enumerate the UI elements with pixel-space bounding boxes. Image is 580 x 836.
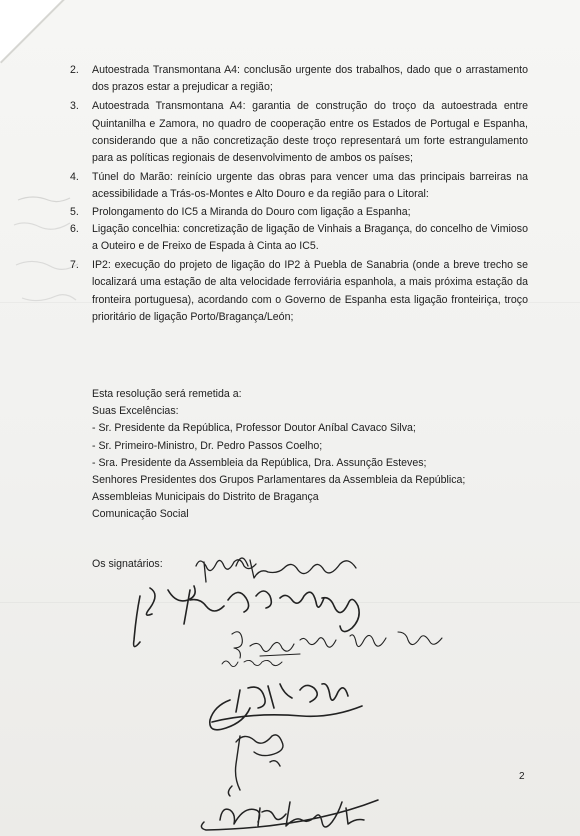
- list-item: 3. Autoestrada Transmontana A4: garantia de construção do troço da autoestrada entre Quintanilha e Zamora, no quadro de cooperação entre os Estados de Portugal e Espanha, considerando que a não concretização deste troço representará um forte estrangulamento para as políticas regionais de desenvolvimento de ambos os países;: [70, 100, 528, 165]
- page-number: 2: [519, 771, 525, 782]
- signature-5: [228, 735, 283, 796]
- list-item: 2. Autoestrada Transmontana A4: conclusão urgente dos trabalhos, dado que o arrastamento dos prazos estar a prejudicar a região;: [70, 64, 528, 94]
- signature-1: [196, 558, 356, 582]
- signature-3: [232, 632, 442, 658]
- resolution-line: - Sra. Presidente da Assembleia da República, Dra. Assunção Esteves;: [92, 456, 427, 469]
- list-item: 4. Túnel do Marão: reinício urgente das obras para vencer uma das principais barreiras na acessibilidade a Trás-os-Montes e Alto Douro e da região para o Litoral:: [70, 171, 528, 201]
- resolution-line: Esta resolução será remetida a:: [92, 388, 242, 400]
- resolution-line: Comunicação Social: [92, 508, 189, 521]
- signatories-label: Os signatários:: [92, 558, 163, 570]
- resolution-line: Assembleias Municipais do Distrito de Bragança: [92, 491, 319, 504]
- list-item: 7. IP2: execução do projeto de ligação do IP2 à Puebla de Sanabria (onde a breve trecho se localizará uma estação de alta velocidade ferroviária espanhola, a mais próxima estação da fronteira portuguesa), acordando com o Governo de Espanha esta ligação fronteiriça, troço prioritário de ligação Porto/Bragança/León;: [70, 259, 528, 323]
- signature-4: [210, 684, 362, 730]
- signature-note: [222, 660, 282, 666]
- resolution-line: - Sr. Presidente da República, Professor Doutor Aníbal Cavaco Silva;: [92, 422, 416, 435]
- signature-2: [134, 586, 360, 647]
- list-item: 6. Ligação concelhia: concretização de ligação de Vinhais a Bragança, do concelho de Vimioso a Outeiro e de Freixo de Espada à Cinta ao IC5.: [70, 222, 528, 253]
- resolution-line: - Sr. Primeiro-Ministro, Dr. Pedro Passos Coelho;: [92, 439, 323, 452]
- resolution-line: Suas Excelências:: [92, 405, 179, 418]
- resolution-line: Senhores Presidentes dos Grupos Parlamentares da Assembleia da República;: [92, 474, 466, 487]
- signature-6: [201, 800, 378, 830]
- list-item: 5. Prolongamento do IC5 a Miranda do Douro com ligação a Espanha;: [70, 205, 411, 218]
